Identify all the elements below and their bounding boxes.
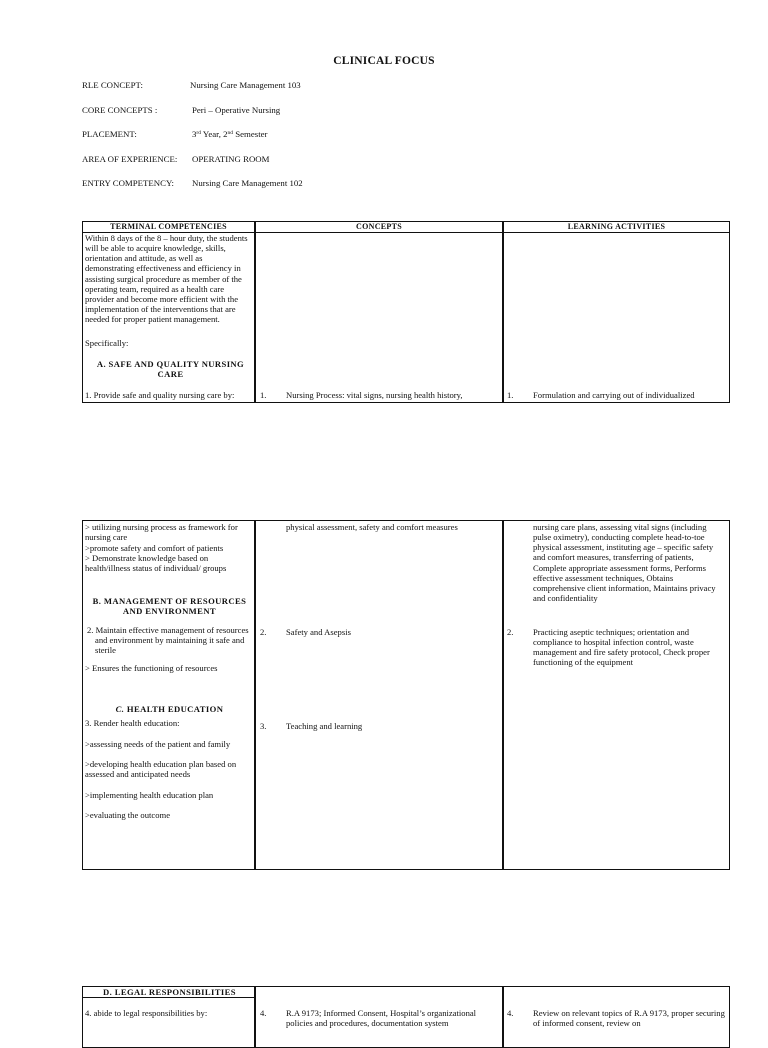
entry-label: ENTRY COMPETENCY: bbox=[82, 178, 174, 188]
item-3-detail-2: >developing health education plan based on assessed and anticipated needs bbox=[85, 759, 237, 780]
rle-concept-value: Nursing Care Management 103 bbox=[190, 80, 301, 90]
section-a-heading: A. SAFE AND QUALITY NURSING CARE bbox=[96, 359, 245, 380]
item-2-competency: 2. Maintain effective management of resources and environment by maintaining it safe and sterile bbox=[87, 625, 249, 656]
section-c-heading: C. HEALTH EDUCATION bbox=[115, 704, 224, 714]
placement-label: PLACEMENT: bbox=[82, 129, 137, 139]
column-header-terminal-competencies: TERMINAL COMPETENCIES bbox=[110, 222, 227, 231]
page-title: CLINICAL FOCUS bbox=[333, 55, 435, 67]
item-3-detail-3: >implementing health education plan bbox=[85, 790, 214, 800]
placement-value: 3rd Year, 2nd Semester bbox=[192, 129, 268, 139]
area-value: OPERATING ROOM bbox=[192, 154, 270, 164]
item-4-competency: 4. abide to legal responsibilities by: bbox=[85, 1008, 208, 1018]
item-1-activity: 1. Formulation and carrying out of individualized bbox=[507, 390, 695, 400]
item-3-detail-1: >assessing needs of the patient and family bbox=[85, 739, 231, 749]
item-1-competency: 1. Provide safe and quality nursing care by: bbox=[85, 390, 235, 400]
item-1-competency-detail-2: >promote safety and comfort of patients bbox=[85, 543, 224, 553]
core-concepts-label: CORE CONCEPTS : bbox=[82, 105, 158, 115]
item-1-concept-continued: physical assessment, safety and comfort measures bbox=[286, 522, 458, 532]
column-header-learning-activities: LEARNING ACTIVITIES bbox=[567, 222, 666, 231]
item-2-competency-detail: > Ensures the functioning of resources bbox=[85, 663, 218, 673]
item-2-concept: 2. Safety and Asepsis bbox=[260, 627, 351, 637]
entry-value: Nursing Care Management 102 bbox=[192, 178, 303, 188]
section-b-heading: B. MANAGEMENT OF RESOURCES AND ENVIRONMENT bbox=[92, 596, 247, 617]
item-3-competency: 3. Render health education: bbox=[85, 718, 180, 728]
header-area-of-experience bbox=[82, 154, 270, 164]
item-2-activity: 2. Practicing aseptic techniques; orientation and compliance to hospital infection control, waste management and fire safety protocol, Check proper functioning of the equipment bbox=[507, 627, 710, 668]
item-4-activity: 4. Review on relevant topics of R.A 9173, proper securing of informed consent, review on bbox=[507, 1008, 725, 1029]
item-1-concept: 1. Nursing Process: vital signs, nursing health history, bbox=[260, 390, 463, 400]
header-entry-competency bbox=[82, 178, 303, 188]
column-header-concepts: CONCEPTS bbox=[356, 222, 402, 231]
item-4-concept: 4. R.A 9173; Informed Consent, Hospital’s organizational policies and procedures, documentation system bbox=[260, 1008, 477, 1029]
competency-intro: Within 8 days of the 8 – hour duty, the students will be able to acquire knowledge, skills, orientation and attitude, as well as demonstrating effectiveness and efficiency in assisting surgical procedure as member of the operating team, required as a health care provider and become more efficient with the implementation of the interventions that are needed for proper patient management. bbox=[85, 233, 248, 325]
core-concepts-value: Peri – Operative Nursing bbox=[192, 105, 281, 115]
specifically-label: Specifically: bbox=[85, 338, 129, 348]
competency-table-part-1 bbox=[82, 221, 730, 403]
header-core-concepts bbox=[82, 105, 281, 115]
item-1-competency-detail-3: > Demonstrate knowledge based on health/illness status of individual/ groups bbox=[85, 553, 227, 574]
competency-table-part-3 bbox=[82, 986, 730, 1048]
rle-concept-label: RLE CONCEPT: bbox=[82, 80, 143, 90]
item-3-concept: 3. Teaching and learning bbox=[260, 721, 363, 731]
area-label: AREA OF EXPERIENCE: bbox=[82, 154, 178, 164]
item-1-activity-continued: nursing care plans, assessing vital signs (including pulse oximetry), conducting complete head-to-toe physical assessment, instituting age – specific safety and comfort measures, transferring of patients, Complete appropriate assessment forms, Performs effective assessment techniques, Obtains comprehensive client information, Maintains privacy and confidentiality bbox=[533, 522, 716, 603]
item-3-detail-4: >evaluating the outcome bbox=[85, 810, 171, 820]
competency-table-part-2 bbox=[82, 520, 730, 870]
header-placement bbox=[82, 129, 268, 139]
section-d-heading: D. LEGAL RESPONSIBILITIES bbox=[103, 987, 236, 997]
item-1-competency-detail-1: > utilizing nursing process as framework for nursing care bbox=[85, 522, 238, 543]
header-rle-concept bbox=[82, 80, 301, 90]
